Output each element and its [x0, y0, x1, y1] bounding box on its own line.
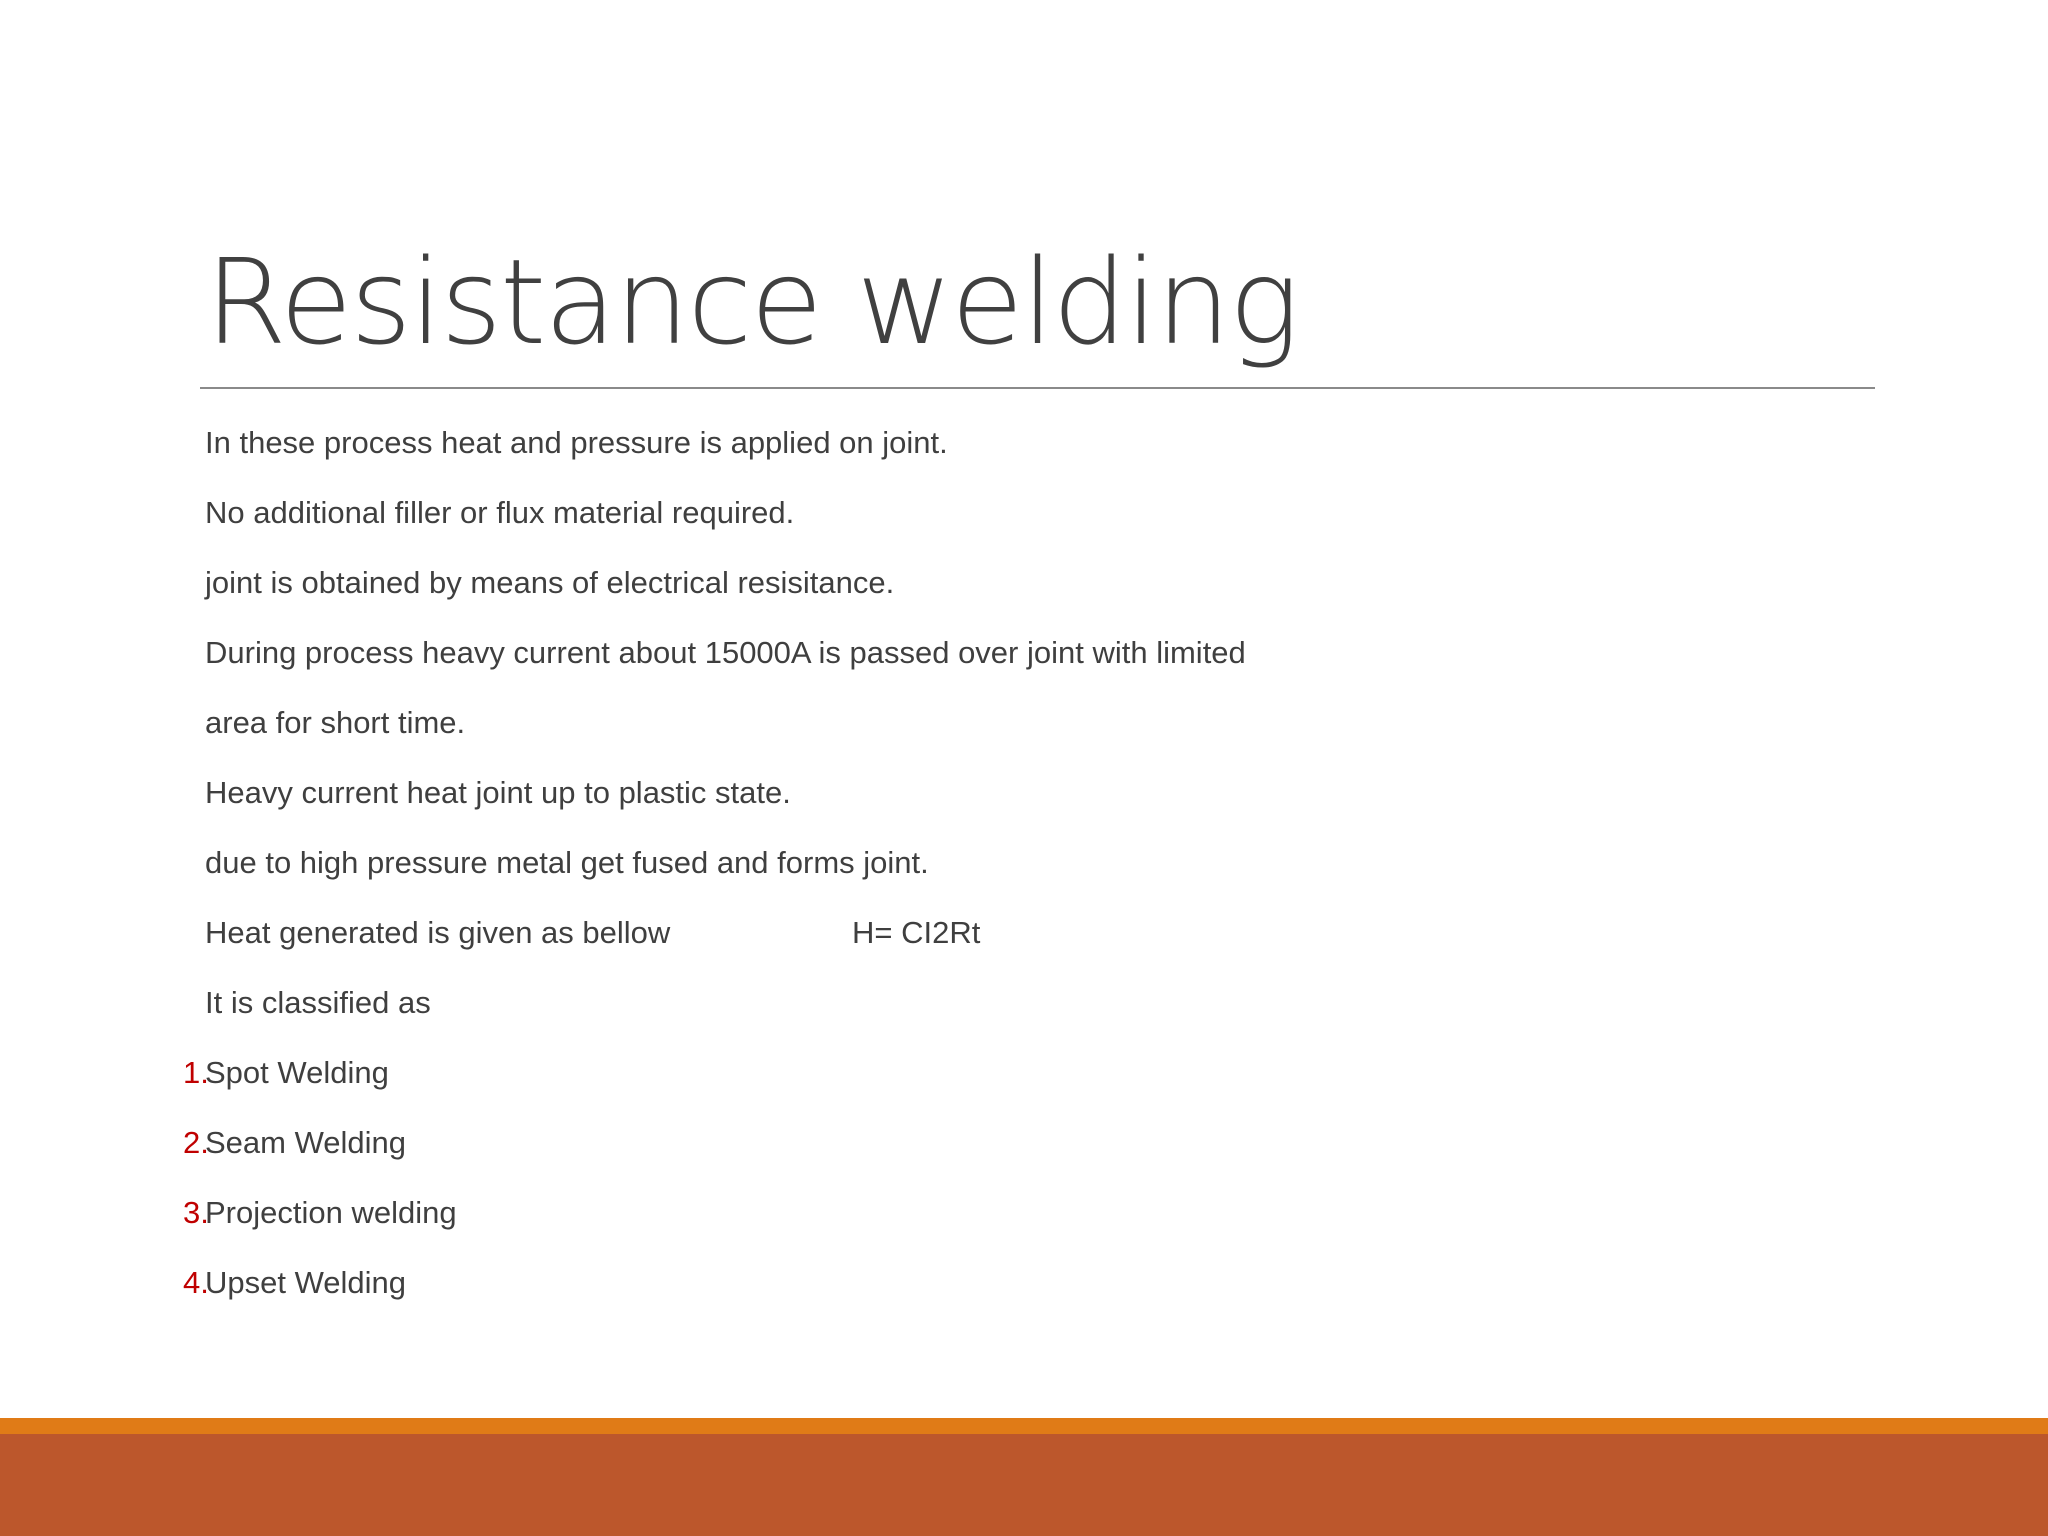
list-item-spot-welding: Spot Welding — [205, 1055, 389, 1090]
slide-title: Resistance welding — [205, 233, 1298, 371]
footer-accent-bar — [0, 1418, 2048, 1434]
body-line-3: joint is obtained by means of electrical resisitance. — [205, 565, 895, 600]
list-item-seam-welding: Seam Welding — [205, 1125, 407, 1160]
body-line-6: Heavy current heat joint up to plastic state. — [205, 775, 791, 810]
body-line-9: It is classified as — [205, 985, 431, 1020]
footer-band — [0, 1434, 2048, 1536]
body-line-4: During process heavy current about 15000A is passed over joint with limited — [205, 635, 1246, 670]
list-number-2: 2. — [183, 1125, 209, 1160]
body-line-1: In these process heat and pressure is applied on joint. — [205, 425, 948, 460]
list-number-1: 1. — [183, 1055, 209, 1090]
body-line-2: No additional filler or flux material required. — [205, 495, 795, 530]
body-line-8: Heat generated is given as bellow — [205, 915, 671, 950]
list-item-projection-welding: Projection welding — [205, 1195, 457, 1230]
body-line-5: area for short time. — [205, 705, 466, 740]
heat-formula: H= CI2Rt — [852, 915, 981, 950]
list-item-upset-welding: Upset Welding — [205, 1265, 407, 1300]
list-number-4: 4. — [183, 1265, 209, 1300]
list-number-3: 3. — [183, 1195, 209, 1230]
body-line-7: due to high pressure metal get fused and forms joint. — [205, 845, 929, 880]
title-divider — [200, 387, 1875, 389]
